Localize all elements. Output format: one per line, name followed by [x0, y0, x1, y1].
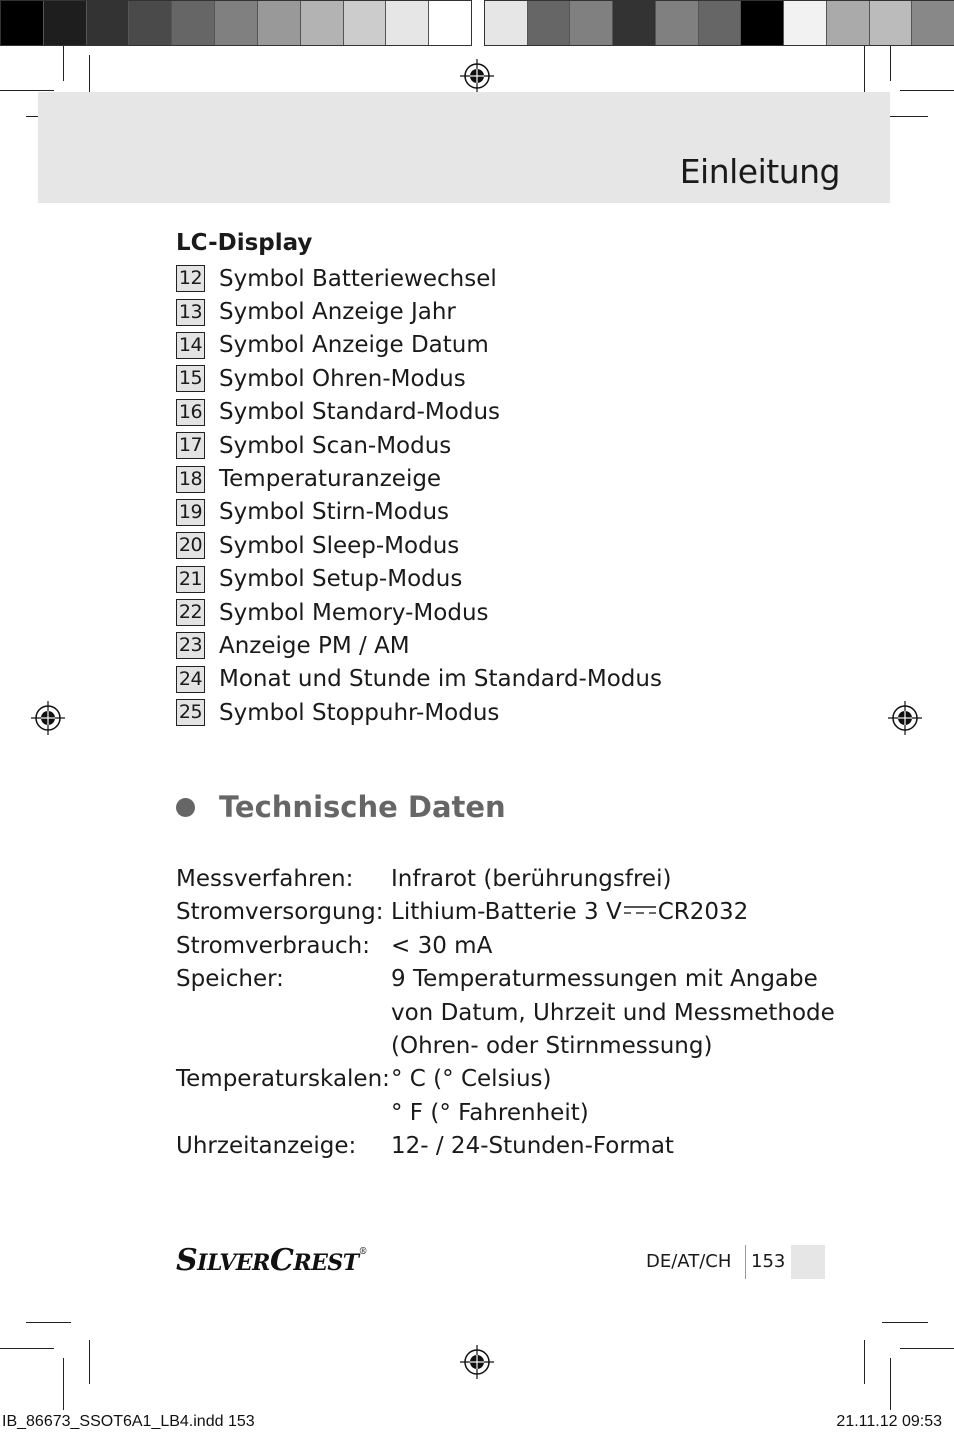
- color-swatch: [172, 1, 215, 45]
- color-swatch: [386, 1, 429, 45]
- spec-value-line: ° C (° Celsius): [391, 1066, 552, 1093]
- spec-value-line: [391, 896, 816, 929]
- spec-label: Uhrzeitanzeige:: [176, 1133, 357, 1160]
- spec-value-line: 12- / 24-Stunden-Format: [391, 1133, 674, 1160]
- item-number-badge: 19: [176, 499, 205, 526]
- item-number-badge: 24: [176, 666, 205, 693]
- item-label: Symbol Batteriewechsel: [219, 265, 497, 292]
- color-swatch: [570, 1, 613, 45]
- item-number-badge: 21: [176, 566, 205, 593]
- color-swatch: [784, 1, 827, 45]
- registration-mark-icon: [888, 701, 922, 735]
- color-swatch: [656, 1, 699, 45]
- item-label: Monat und Stunde im Standard-Modus: [219, 666, 662, 693]
- crop-mark: [26, 1322, 71, 1323]
- color-calibration-bar-right: [484, 0, 954, 46]
- crop-mark: [900, 90, 954, 91]
- lc-display-list: [176, 262, 662, 729]
- color-swatch: [429, 1, 471, 45]
- brand-letters: ILVER: [197, 1250, 270, 1276]
- crop-mark: [0, 90, 54, 91]
- item-label: Anzeige PM / AM: [219, 632, 410, 659]
- spec-value-line: < 30 mA: [391, 932, 493, 959]
- crop-mark: [89, 1340, 90, 1384]
- color-calibration-bar-left: [0, 0, 472, 46]
- item-label: Symbol Ohren-Modus: [219, 365, 466, 392]
- brand-letter: C: [269, 1243, 294, 1278]
- spec-value: [391, 896, 816, 929]
- item-number-badge: 22: [176, 599, 205, 626]
- list-item: [176, 629, 662, 662]
- registration-mark-icon: [460, 1345, 494, 1379]
- spec-value: [391, 963, 835, 1063]
- item-label: Symbol Scan-Modus: [219, 432, 452, 459]
- color-swatch: [870, 1, 913, 45]
- spec-label: Messverfahren:: [176, 866, 354, 892]
- color-swatch: [485, 1, 528, 45]
- lc-display-heading: LC-Display: [176, 230, 313, 256]
- list-item: [176, 295, 662, 328]
- page-number-divider: [745, 1245, 746, 1279]
- list-item: [176, 596, 662, 629]
- crop-mark: [63, 1358, 64, 1410]
- color-swatch: [129, 1, 172, 45]
- spec-value-line: (Ohren- oder Stirnmessung): [391, 1033, 713, 1060]
- page-number: 153: [751, 1251, 786, 1272]
- list-item: [176, 496, 662, 529]
- color-swatch: [827, 1, 870, 45]
- item-number-badge: 18: [176, 466, 205, 493]
- list-item: [176, 462, 662, 495]
- item-number-badge: 15: [176, 365, 205, 392]
- item-label: Symbol Stirn-Modus: [219, 499, 449, 526]
- spec-label: Speicher:: [176, 966, 284, 993]
- table-row: [176, 863, 816, 896]
- color-swatch: [215, 1, 258, 45]
- list-item: [176, 396, 662, 429]
- crop-mark: [63, 46, 64, 81]
- color-swatch: [699, 1, 742, 45]
- battery-text: Lithium-Batterie 3 V: [391, 899, 622, 926]
- table-row: [176, 896, 816, 929]
- item-label: Symbol Stoppuhr-Modus: [219, 699, 500, 726]
- page-tab: [791, 1245, 825, 1279]
- table-row: [176, 1130, 816, 1163]
- print-slug-file: IB_86673_SSOT6A1_LB4.indd 153: [2, 1413, 255, 1430]
- registration-mark-icon: [460, 59, 494, 93]
- item-label: Symbol Memory-Modus: [219, 599, 489, 626]
- item-label: Temperaturanzeige: [219, 466, 442, 493]
- spec-value: [391, 863, 816, 896]
- list-item: [176, 262, 662, 295]
- spec-label: Temperaturskalen:: [176, 1066, 390, 1093]
- crop-mark: [0, 1348, 54, 1349]
- color-swatch: [528, 1, 571, 45]
- item-number-badge: 17: [176, 432, 205, 459]
- item-label: Symbol Setup-Modus: [219, 566, 463, 593]
- spec-value: [391, 1130, 816, 1163]
- spec-value-line: ° F (° Fahrenheit): [391, 1099, 589, 1126]
- spec-value-line: 9 Temperaturmessungen mit Angabe: [391, 966, 818, 993]
- table-row: [176, 1063, 816, 1130]
- table-row: [176, 930, 816, 963]
- section-title: Technische Daten: [219, 790, 506, 824]
- spec-label: Stromversorgung:: [176, 899, 384, 926]
- list-item: [176, 529, 662, 562]
- spec-value: [391, 930, 816, 963]
- crop-mark: [890, 1358, 891, 1410]
- crop-mark: [900, 1348, 954, 1349]
- spec-value-line: von Datum, Uhrzeit und Messmethode: [391, 999, 835, 1026]
- item-label: Symbol Anzeige Datum: [219, 332, 489, 359]
- bullet-icon: [176, 798, 195, 817]
- direct-current-icon: [624, 904, 656, 916]
- list-item: [176, 563, 662, 596]
- crop-mark: [864, 1340, 865, 1384]
- item-label: Symbol Sleep-Modus: [219, 532, 460, 559]
- list-item: [176, 362, 662, 395]
- color-swatch: [613, 1, 656, 45]
- item-number-badge: 13: [176, 299, 205, 326]
- list-item: [176, 329, 662, 362]
- spec-value-line: Infrarot (berührungsfrei): [391, 866, 672, 892]
- page-title: Einleitung: [679, 152, 840, 191]
- color-swatch: [301, 1, 344, 45]
- item-number-badge: 20: [176, 532, 205, 559]
- brand-letters: REST: [293, 1250, 359, 1276]
- crop-mark: [890, 46, 891, 81]
- color-swatch: [741, 1, 784, 45]
- section-heading: [176, 790, 506, 824]
- item-number-badge: 25: [176, 699, 205, 726]
- item-number-badge: 16: [176, 399, 205, 426]
- list-item: [176, 663, 662, 696]
- color-swatch: [44, 1, 87, 45]
- specs-table: [176, 863, 835, 1164]
- list-item: [176, 696, 662, 729]
- item-number-badge: 14: [176, 332, 205, 359]
- color-swatch: [344, 1, 387, 45]
- brand-letter: S: [176, 1243, 198, 1278]
- color-swatch: [1, 1, 44, 45]
- language-code: DE/AT/CH: [646, 1251, 732, 1272]
- table-row: [176, 963, 835, 1063]
- item-number-badge: 12: [176, 265, 205, 292]
- color-swatch: [87, 1, 130, 45]
- registration-mark-icon: [31, 701, 65, 735]
- spec-label: Stromverbrauch:: [176, 932, 370, 959]
- brand-logo: [176, 1243, 367, 1278]
- battery-model: CR2032: [657, 899, 749, 926]
- color-swatch: [258, 1, 301, 45]
- crop-mark: [882, 1322, 928, 1323]
- item-number-badge: 23: [176, 632, 205, 659]
- spec-value: [391, 1063, 816, 1130]
- list-item: [176, 429, 662, 462]
- registered-mark: ®: [358, 1247, 368, 1257]
- color-swatch: [912, 1, 954, 45]
- print-slug-date: 21.11.12 09:53: [836, 1413, 942, 1430]
- item-label: Symbol Standard-Modus: [219, 399, 500, 426]
- item-label: Symbol Anzeige Jahr: [219, 299, 456, 326]
